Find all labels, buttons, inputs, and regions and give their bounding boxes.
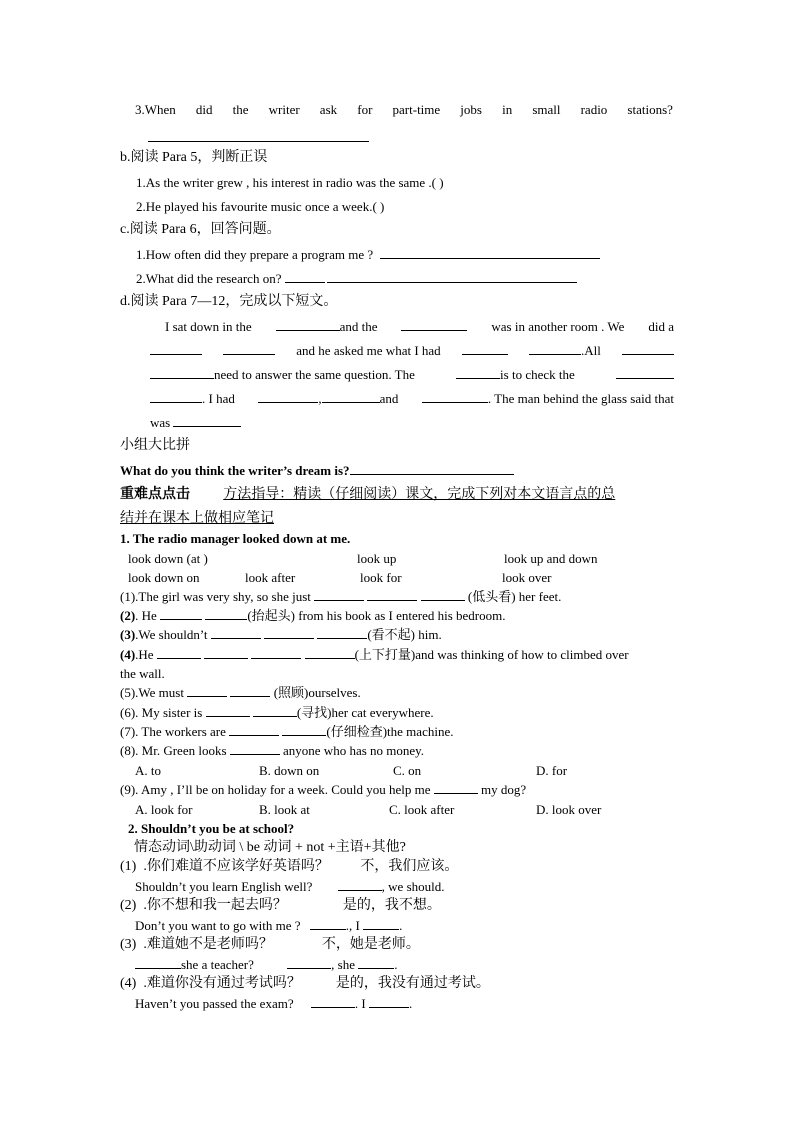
- blank[interactable]: [251, 646, 301, 659]
- blank[interactable]: [230, 684, 270, 697]
- section-c-title: c.阅读 Para 6，回答问题。: [120, 222, 281, 237]
- phrase: look up: [357, 551, 397, 566]
- point2-title: 2. Shouldn’t you be at school?: [128, 821, 295, 836]
- blank[interactable]: [187, 684, 227, 697]
- focus-header: [120, 485, 615, 504]
- exercise-5: [120, 684, 361, 702]
- blank[interactable]: [422, 390, 488, 403]
- passage-text: did a: [648, 319, 674, 334]
- passage-line: [150, 366, 674, 384]
- blank[interactable]: [401, 318, 467, 331]
- group-title: 小组大比拼: [120, 438, 190, 453]
- exercise-text: (上下打量)and was thinking of how to climbed over: [354, 647, 629, 662]
- point2-q4-en: [135, 995, 412, 1013]
- exercise-text: (仔细检查)the machine.: [326, 724, 454, 739]
- blank[interactable]: [258, 390, 318, 403]
- passage-line: [150, 414, 241, 432]
- option[interactable]: B. down on: [259, 763, 320, 778]
- exercise-text: (9). Amy , I’ll be on holiday for a week. Could you help me: [120, 782, 431, 797]
- section-c-item: [136, 246, 600, 264]
- passage-text: was: [150, 415, 171, 430]
- exercise-4: [120, 646, 629, 664]
- blank[interactable]: [206, 704, 250, 717]
- q3-answer-blank[interactable]: [148, 127, 369, 142]
- blank[interactable]: [462, 342, 508, 355]
- passage-text: I sat down in the: [165, 319, 252, 334]
- passage-line: [150, 342, 674, 360]
- answer-blank[interactable]: [350, 462, 514, 475]
- exercise-text: (1).The girl was very shy, so she just: [120, 589, 311, 604]
- blank[interactable]: [338, 878, 382, 891]
- blank[interactable]: [305, 646, 355, 659]
- answer-blank[interactable]: [380, 246, 600, 259]
- exercise-4-cont: the wall.: [120, 666, 165, 681]
- blank[interactable]: [310, 917, 346, 930]
- sentence-text: .: [408, 996, 413, 1011]
- exercise-text: (照顾)ourselves.: [273, 685, 361, 700]
- exercise-text: my dog?: [481, 782, 527, 797]
- section-c-item-text: 1.How often did they prepare a program me ?: [136, 247, 374, 262]
- answer-blank[interactable]: [327, 270, 577, 283]
- group-question-text: What do you think the writer’s dream is?: [120, 463, 350, 478]
- sentence-text: , we should.: [381, 879, 445, 894]
- sentence-text: Don’t you want to go with me ?: [135, 918, 301, 933]
- point2-q1-en: [135, 878, 445, 896]
- passage-text: . The man behind the glass said that: [487, 391, 674, 406]
- blank[interactable]: [421, 588, 465, 601]
- option[interactable]: D. look over: [536, 802, 602, 817]
- q3-word: 3.When: [135, 102, 176, 117]
- blank[interactable]: [314, 588, 364, 601]
- sentence-text: Shouldn’t you learn English well?: [135, 879, 313, 894]
- section-b-title: b.阅读 Para 5，判断正误: [120, 150, 268, 165]
- exercise-9: [120, 781, 526, 799]
- passage-text: ,: [318, 391, 322, 406]
- exercise-number: (2): [120, 608, 136, 623]
- group-question: [120, 462, 514, 480]
- blank[interactable]: [367, 588, 417, 601]
- q3-word: in: [502, 102, 513, 117]
- exercise-text: (6). My sister is: [120, 705, 203, 720]
- exercise-text: (抬起头) from his book as I entered his bedroom.: [247, 608, 506, 623]
- blank[interactable]: [205, 607, 247, 620]
- exercise-text: (7). The workers are: [120, 724, 226, 739]
- exercise-text: (8). Mr. Green looks: [120, 743, 227, 758]
- blank[interactable]: [230, 742, 280, 755]
- point2-q1-zh: (1) .你们难道不应该学好英语吗？ 不，我们应该。: [120, 859, 459, 874]
- blank[interactable]: [229, 723, 279, 736]
- point2-q3-zh: (3) .难道她不是老师吗？ 不，她是老师。: [120, 937, 420, 952]
- blank[interactable]: [135, 956, 181, 969]
- section-c-item: [136, 270, 577, 288]
- exercise-number: (3): [120, 627, 136, 642]
- phrase: look after: [245, 570, 296, 585]
- exercise-text: (寻找)her cat everywhere.: [296, 705, 434, 720]
- q3-word: ask: [319, 102, 338, 117]
- answer-blank[interactable]: [285, 270, 325, 283]
- exercise-text: anyone who has no money.: [283, 743, 425, 758]
- passage-text: is to check the: [500, 367, 575, 382]
- blank[interactable]: [150, 390, 202, 403]
- blank[interactable]: [622, 342, 674, 355]
- exercise-number: (4): [120, 647, 136, 662]
- sentence-text: ., I: [345, 918, 360, 933]
- exercise-1: [120, 588, 561, 606]
- sentence-text: .: [394, 957, 398, 972]
- sentence-text: Haven’t you passed the exam?: [135, 996, 294, 1011]
- blank[interactable]: [223, 342, 275, 355]
- blank[interactable]: [358, 956, 394, 969]
- exercise-3: [120, 626, 442, 644]
- exercise-text: .He: [135, 647, 154, 662]
- exercise-text: (低头看) her feet.: [467, 589, 562, 604]
- passage-line: [150, 390, 674, 408]
- blank[interactable]: [434, 781, 478, 794]
- option[interactable]: A. look for: [135, 802, 193, 817]
- blank[interactable]: [287, 956, 331, 969]
- method-guide: 方法指导：精读（仔细阅读）课文，完成下列对本文语言点的总: [223, 487, 616, 502]
- point2-q2-zh: (2) .你不想和我一起去吗？ 是的，我不想。: [120, 898, 441, 913]
- passage-text: need to answer the same question. The: [214, 367, 415, 382]
- phrase: look for: [360, 570, 402, 585]
- section-b-item: 1.As the writer grew , his interest in radio was the same .( ): [136, 175, 444, 190]
- section-c-item-text: 2.What did the research on?: [136, 271, 282, 286]
- blank[interactable]: [369, 995, 409, 1008]
- blank[interactable]: [616, 366, 674, 379]
- q3-word: jobs: [460, 102, 482, 117]
- option[interactable]: C. look after: [389, 802, 455, 817]
- sentence-text: .: [399, 918, 403, 933]
- blank[interactable]: [264, 626, 314, 639]
- blank[interactable]: [150, 366, 214, 379]
- q3-word: writer: [268, 102, 300, 117]
- exercise-7: [120, 723, 453, 741]
- blank[interactable]: [150, 342, 202, 355]
- phrase: look down (at ): [128, 551, 208, 566]
- q3-word: the: [232, 102, 249, 117]
- blank[interactable]: [157, 646, 201, 659]
- exercise-8: [120, 742, 424, 760]
- method-guide-cont: 结并在课本上做相应笔记: [120, 511, 274, 526]
- point1-title: 1. The radio manager looked down at me.: [120, 531, 351, 546]
- blank[interactable]: [204, 646, 248, 659]
- passage-text: was in another room . We: [491, 319, 625, 334]
- q3-word: radio: [580, 102, 608, 117]
- q3-word: part-time: [392, 102, 441, 117]
- blank[interactable]: [363, 917, 399, 930]
- focus-title: 重难点点击: [120, 487, 190, 502]
- exercise-text: (看不起) him.: [367, 627, 442, 642]
- exercise-2: [120, 607, 505, 625]
- q3-line: [135, 101, 673, 119]
- blank[interactable]: [317, 626, 367, 639]
- option[interactable]: D. for: [536, 763, 568, 778]
- phrase: look down on: [128, 570, 200, 585]
- blank[interactable]: [253, 704, 297, 717]
- point2-q2-en: [135, 917, 402, 935]
- blank[interactable]: [173, 414, 241, 427]
- sentence-text: she a teacher?: [181, 957, 254, 972]
- sentence-text: , she: [331, 957, 355, 972]
- option[interactable]: C. on: [393, 763, 422, 778]
- blank[interactable]: [282, 723, 326, 736]
- blank[interactable]: [529, 342, 581, 355]
- point2-q4-zh: (4) .难道你没有通过考试吗？ 是的，我没有通过考试。: [120, 976, 490, 991]
- phrase: look over: [502, 570, 552, 585]
- option[interactable]: A. to: [135, 763, 161, 778]
- sentence-text: . I: [354, 996, 366, 1011]
- blank[interactable]: [211, 626, 261, 639]
- option[interactable]: B. look at: [259, 802, 310, 817]
- passage-text: . I had: [202, 391, 235, 406]
- exercise-6: [120, 704, 434, 722]
- blank[interactable]: [160, 607, 202, 620]
- blank[interactable]: [456, 366, 500, 379]
- blank[interactable]: [276, 318, 340, 331]
- exercise-text: (5).We must: [120, 685, 184, 700]
- passage-text: and he asked me what I had: [296, 343, 441, 358]
- section-d-title: d.阅读 Para 7—12，完成以下短文。: [120, 294, 338, 309]
- blank[interactable]: [322, 390, 380, 403]
- passage-text: .All: [580, 343, 601, 358]
- section-b-item: 2.He played his favourite music once a week.( ): [136, 199, 385, 214]
- q3-word: did: [195, 102, 213, 117]
- exercise-text: .We shouldn’t: [135, 627, 208, 642]
- point2-q3-en: [135, 956, 397, 974]
- point2-formula: 情态动词\助动词 \ be 动词 + not +主语+其他?: [134, 840, 406, 855]
- blank[interactable]: [311, 995, 355, 1008]
- phrase: look up and down: [504, 551, 598, 566]
- q3-word: stations?: [627, 102, 673, 117]
- passage-text: and: [379, 391, 399, 406]
- passage-text: and the: [339, 319, 378, 334]
- q3-word: for: [357, 102, 373, 117]
- exercise-text: . He: [135, 608, 157, 623]
- q3-word: small: [532, 102, 561, 117]
- passage-line: [165, 318, 674, 336]
